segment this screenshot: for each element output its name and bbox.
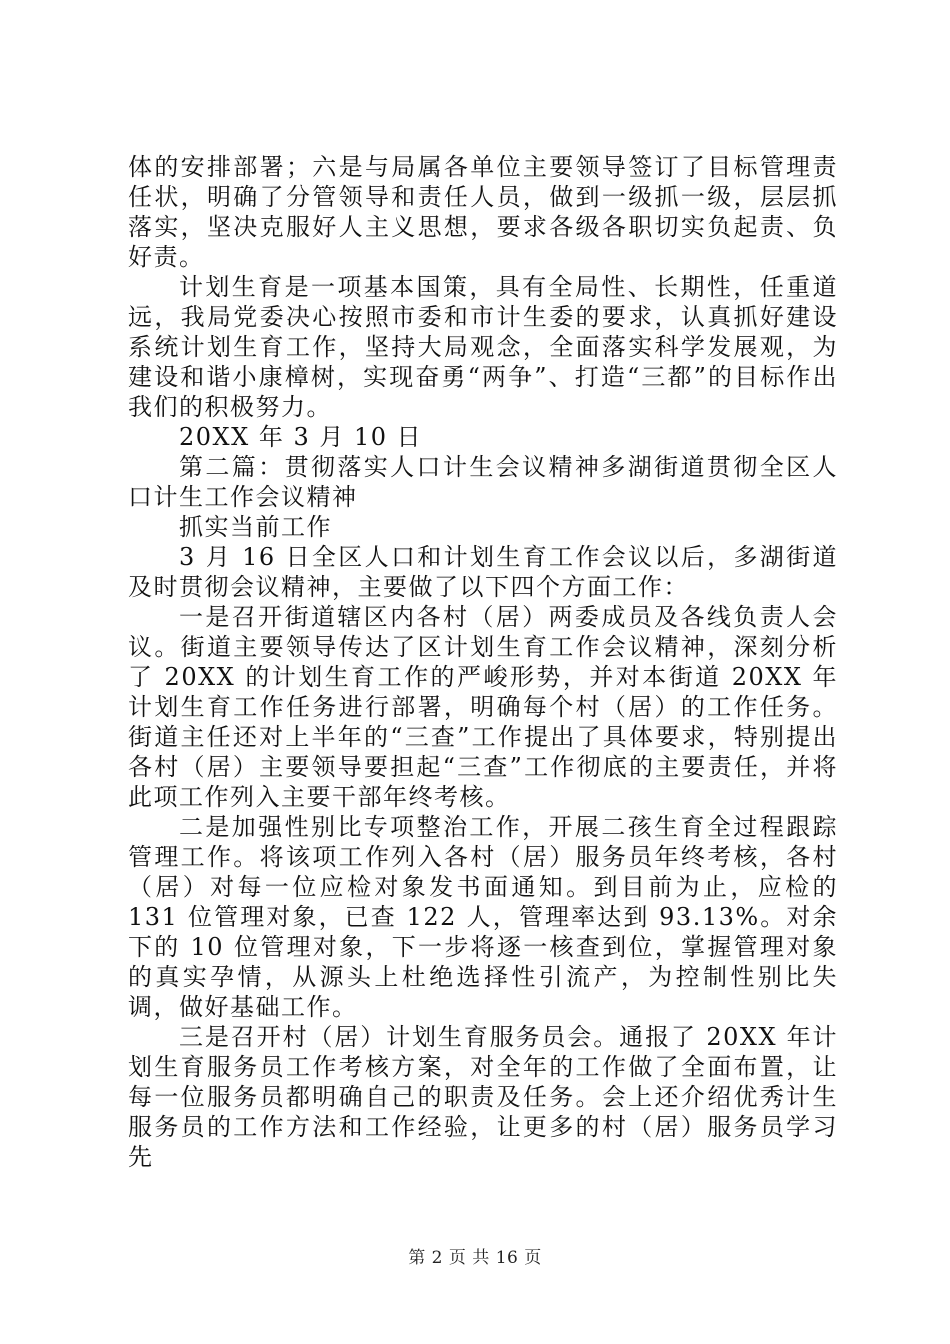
paragraph-meeting-intro: 3 月 16 日全区人口和计划生育工作会议以后，多湖街道及时贯彻会议精神，主要做了以下四个方面工作： <box>128 543 838 601</box>
paragraph-item-three: 三是召开村（居）计划生育服务员会。通报了 20XX 年计划生育服务员工作考核方案，对全年的工作做了全面布置，让每一位服务员都明确自己的职责及任务。会上还介绍优秀计生服务员的工作方法和工作经验，让更多的村（居）服务员学习先 <box>128 1023 838 1171</box>
page-number-footer: 第 2 页 共 16 页 <box>408 1248 542 1268</box>
section-subtitle: 抓实当前工作 <box>179 513 332 541</box>
paragraph-date: 20XX 年 3 月 10 日 <box>179 423 423 451</box>
paragraph-family-planning-policy: 计划生育是一项基本国策，具有全局性、长期性，任重道远，我局党委决心按照市委和市计生委的要求，认真抓好建设系统计划生育工作，坚持大局观念，全面落实科学发展观，为建设和谐小康樟树，实现奋勇“两争”、打造“三都”的目标作出我们的积极努力。 <box>128 273 838 421</box>
paragraph-item-two: 二是加强性别比专项整治工作，开展二孩生育全过程跟踪管理工作。将该项工作列入各村（居）服务员年终考核，各村（居）对每一位应检对象发书面通知。到目前为止，应检的 131 位管理对象，已查 122 人，管理率达到 93.13%。对余下的 10 位管理对象，下一步将逐一核查到位，掌握管理对象的真实孕情，从源头上杜绝选择性引流产，为控制性别比失调，做好基础工作。 <box>128 813 838 1021</box>
paragraph-item-one: 一是召开街道辖区内各村（居）两委成员及各线负责人会议。街道主要领导传达了区计划生育工作会议精神，深刻分析了 20XX 的计划生育工作的严峻形势，并对本街道 20XX 年计划生育工作任务进行部署，明确每个村（居）的工作任务。街道主任还对上半年的“三查”工作提出了具体要求，特别提出各村（居）主要领导要担起“三查”工作彻底的主要责任，并将此项工作列入主要干部年终考核。 <box>128 603 838 811</box>
document-body <box>128 152 838 1172</box>
section-title: 第二篇：贯彻落实人口计生会议精神多湖街道贯彻全区人口计生工作会议精神 <box>128 453 838 511</box>
paragraph-continuation: 体的安排部署；六是与局属各单位主要领导签订了目标管理责任状，明确了分管领导和责任人员，做到一级抓一级，层层抓落实，坚决克服好人主义思想，要求各级各职切实负起责、负好责。 <box>128 153 838 271</box>
